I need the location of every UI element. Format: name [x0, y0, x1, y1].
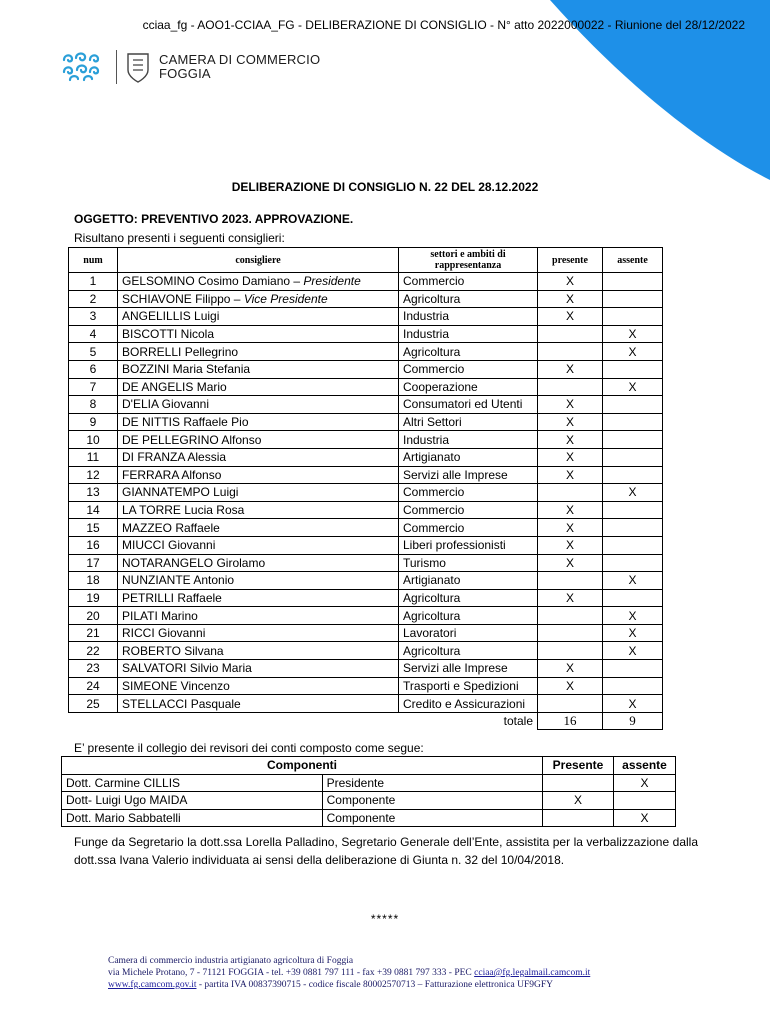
- member-present: X: [538, 308, 603, 326]
- table-row: [69, 466, 663, 484]
- pec-link[interactable]: cciaa@fg.legalmail.camcom.it: [474, 968, 591, 978]
- website-link[interactable]: www.fg.camcom.gov.it: [108, 980, 197, 990]
- member-num: 3: [69, 308, 118, 326]
- member-num: 1: [69, 273, 118, 291]
- member-present: X: [538, 396, 603, 414]
- member-absent: [603, 290, 663, 308]
- member-name-text: FERRARA Alfonso: [122, 467, 222, 482]
- auditor-absent: [614, 792, 676, 810]
- members-body: [69, 273, 663, 730]
- member-present: X: [538, 290, 603, 308]
- table-row: [69, 325, 663, 343]
- member-sector: Liberi professionisti: [399, 536, 538, 554]
- member-name: [118, 343, 399, 361]
- member-absent: [603, 554, 663, 572]
- member-num: 5: [69, 343, 118, 361]
- footer: [108, 955, 590, 991]
- member-name-text: ANGELILLIS Luigi: [122, 309, 220, 324]
- member-sector: Turismo: [399, 554, 538, 572]
- member-num: 2: [69, 290, 118, 308]
- member-absent: [603, 396, 663, 414]
- member-name: [118, 378, 399, 396]
- auditors-table: [61, 756, 676, 827]
- footer-line1: Camera di commercio industria artigianato agricoltura di Foggia: [108, 956, 354, 966]
- table-row: [69, 378, 663, 396]
- footer-address: via Michele Protano, 7 - 71121 FOGGIA - tel. +39 0881 797 111 - fax +39 0881 797 333 - PEC: [108, 968, 475, 978]
- member-absent: X: [603, 325, 663, 343]
- table-row: [69, 660, 663, 678]
- table-row: [69, 501, 663, 519]
- member-present: [538, 378, 603, 396]
- member-role: Presidente: [303, 274, 361, 289]
- member-sector: Artigianato: [399, 448, 538, 466]
- member-present: X: [538, 677, 603, 695]
- member-name-text: SIMEONE Vincenzo: [122, 678, 230, 693]
- member-present: X: [538, 536, 603, 554]
- member-name-text: GELSOMINO Cosimo Damiano –: [122, 274, 304, 289]
- member-sector: Commercio: [399, 501, 538, 519]
- table-row: [69, 448, 663, 466]
- member-absent: X: [603, 624, 663, 642]
- member-present: [538, 642, 603, 660]
- member-absent: [603, 501, 663, 519]
- member-name: [118, 624, 399, 642]
- logo-divider: [116, 50, 117, 84]
- member-num: 20: [69, 607, 118, 625]
- member-name-text: DE PELLEGRINO Alfonso: [122, 432, 262, 447]
- chamber-of-commerce-logo-icon: [60, 50, 108, 84]
- member-name: [118, 677, 399, 695]
- table-row: [62, 809, 676, 827]
- subject: OGGETTO: PREVENTIVO 2023. APPROVAZIONE.: [74, 212, 354, 226]
- member-name: [118, 290, 399, 308]
- member-name-text: LA TORRE Lucia Rosa: [122, 503, 245, 518]
- member-name: [118, 431, 399, 449]
- member-present: [538, 325, 603, 343]
- table-row: [69, 431, 663, 449]
- auditor-name: Dott- Luigi Ugo MAIDA: [62, 792, 323, 810]
- member-present: X: [538, 589, 603, 607]
- member-absent: X: [603, 484, 663, 502]
- member-present: X: [538, 501, 603, 519]
- member-absent: X: [603, 378, 663, 396]
- member-present: X: [538, 360, 603, 378]
- member-name-text: ROBERTO Silvana: [122, 643, 224, 658]
- table-row: [69, 290, 663, 308]
- table-row: [69, 589, 663, 607]
- member-sector: Altri Settori: [399, 413, 538, 431]
- member-sector: Commercio: [399, 273, 538, 291]
- member-name: [118, 273, 399, 291]
- member-num: 22: [69, 642, 118, 660]
- member-name: [118, 607, 399, 625]
- auditor-present: X: [543, 792, 614, 810]
- member-sector: Commercio: [399, 519, 538, 537]
- table-row: [69, 519, 663, 537]
- member-name-text: DI FRANZA Alessia: [122, 450, 227, 465]
- member-name-text: GIANNATEMPO Luigi: [122, 485, 239, 500]
- member-sector: Industria: [399, 431, 538, 449]
- member-present: X: [538, 466, 603, 484]
- logo-line1: CAMERA DI COMMERCIO: [159, 52, 321, 67]
- table-row: [69, 642, 663, 660]
- protocol-header: cciaa_fg - AOO1-CCIAA_FG - DELIBERAZIONE DI CONSIGLIO - N° atto 2022000022 - Riunione del 28/12/2022: [142, 18, 745, 32]
- auditor-role: Componente: [322, 792, 542, 810]
- secretary-paragraph: Funge da Segretario la dott.ssa Lorella Palladino, Segretario Generale dell’Ente, assistita per la verbalizzazione dalla dott.ssa Ivana Valerio individuata ai sensi della deliberazione di Giunta n. 32 del 10/04/2018.: [74, 835, 698, 867]
- total-row: [69, 712, 663, 730]
- member-present: X: [538, 413, 603, 431]
- auditor-present: [543, 809, 614, 827]
- auditor-name: Dott. Carmine CILLIS: [62, 774, 323, 792]
- member-absent: [603, 660, 663, 678]
- member-num: 11: [69, 448, 118, 466]
- member-name: [118, 448, 399, 466]
- table-row: [69, 624, 663, 642]
- member-absent: X: [603, 695, 663, 713]
- member-absent: [603, 677, 663, 695]
- table-row: [69, 360, 663, 378]
- member-absent: [603, 413, 663, 431]
- member-absent: [603, 431, 663, 449]
- logo-line2: FOGGIA: [159, 66, 211, 81]
- member-name-text: BISCOTTI Nicola: [122, 327, 215, 342]
- member-num: 24: [69, 677, 118, 695]
- member-name-text: RICCI Giovanni: [122, 626, 206, 641]
- col-num: num: [69, 248, 118, 273]
- member-name-text: PETRILLI Raffaele: [122, 590, 222, 605]
- member-present: [538, 624, 603, 642]
- auditor-absent: X: [614, 774, 676, 792]
- auditors-body: [62, 774, 676, 827]
- table-row: [69, 273, 663, 291]
- table-row: [69, 536, 663, 554]
- member-name: [118, 501, 399, 519]
- total-absent: 9: [603, 712, 663, 730]
- logo: [60, 50, 320, 84]
- auditors-intro: E’ presente il collegio dei revisori dei conti composto come segue:: [74, 741, 424, 755]
- auditor-role: Componente: [322, 809, 542, 827]
- member-name: [118, 519, 399, 537]
- member-absent: [603, 273, 663, 291]
- member-present: [538, 695, 603, 713]
- total-label: totale: [503, 714, 533, 729]
- col-sector: settori e ambiti di rappresentanza: [399, 248, 538, 273]
- member-num: 10: [69, 431, 118, 449]
- member-num: 17: [69, 554, 118, 572]
- member-sector: Commercio: [399, 484, 538, 502]
- col-rev-absent: assente: [614, 757, 676, 775]
- auditor-present: [543, 774, 614, 792]
- table-row: [69, 396, 663, 414]
- member-sector: Cooperazione: [399, 378, 538, 396]
- member-absent: [603, 589, 663, 607]
- document-title: DELIBERAZIONE DI CONSIGLIO N. 22 DEL 28.12.2022: [231, 180, 539, 194]
- member-sector: Agricoltura: [399, 642, 538, 660]
- member-num: 6: [69, 360, 118, 378]
- member-absent: [603, 519, 663, 537]
- member-name: [118, 589, 399, 607]
- member-name-text: NOTARANGELO Girolamo: [122, 555, 266, 570]
- member-num: 13: [69, 484, 118, 502]
- member-num: 14: [69, 501, 118, 519]
- member-name: [118, 413, 399, 431]
- member-sector: Commercio: [399, 360, 538, 378]
- member-name-text: DE NITTIS Raffaele Pio: [122, 415, 249, 430]
- member-name: [118, 642, 399, 660]
- table-row: [62, 774, 676, 792]
- member-num: 12: [69, 466, 118, 484]
- member-present: [538, 484, 603, 502]
- member-present: X: [538, 519, 603, 537]
- member-present: X: [538, 431, 603, 449]
- member-num: 18: [69, 572, 118, 590]
- col-rev-present: Presente: [543, 757, 614, 775]
- member-sector: Credito e Assicurazioni: [399, 695, 538, 713]
- member-name: [118, 396, 399, 414]
- member-name-text: SCHIAVONE Filippo –: [122, 291, 244, 306]
- member-name-text: BORRELLI Pellegrino: [122, 344, 239, 359]
- member-num: 4: [69, 325, 118, 343]
- table-row: [69, 695, 663, 713]
- member-absent: X: [603, 343, 663, 361]
- member-role: Vice Presidente: [243, 291, 328, 306]
- member-name: [118, 554, 399, 572]
- member-name-text: MAZZEO Raffaele: [122, 520, 220, 535]
- member-sector: Artigianato: [399, 572, 538, 590]
- member-sector: Industria: [399, 308, 538, 326]
- member-absent: [603, 536, 663, 554]
- table-row: [69, 677, 663, 695]
- member-name: [118, 695, 399, 713]
- members-table: [68, 247, 663, 730]
- member-name: [118, 308, 399, 326]
- table-row: [69, 572, 663, 590]
- member-name-text: DE ANGELIS Mario: [122, 379, 227, 394]
- member-num: 25: [69, 695, 118, 713]
- member-name-text: MIUCCI Giovanni: [122, 538, 216, 553]
- member-sector: Industria: [399, 325, 538, 343]
- member-num: 23: [69, 660, 118, 678]
- member-name-text: D'ELIA Giovanni: [122, 397, 210, 412]
- member-present: X: [538, 448, 603, 466]
- table-row: [69, 484, 663, 502]
- col-components: Componenti: [62, 757, 543, 775]
- col-present: presente: [538, 248, 603, 273]
- member-name: [118, 660, 399, 678]
- member-present: X: [538, 273, 603, 291]
- member-sector: Servizi alle Imprese: [399, 660, 538, 678]
- member-absent: X: [603, 572, 663, 590]
- member-absent: [603, 308, 663, 326]
- auditor-absent: X: [614, 809, 676, 827]
- member-absent: X: [603, 642, 663, 660]
- separator-stars: *****: [370, 912, 400, 926]
- total-present: 16: [538, 712, 603, 730]
- member-sector: Lavoratori: [399, 624, 538, 642]
- table-row: [69, 413, 663, 431]
- emblem-icon: [125, 50, 151, 84]
- member-name: [118, 325, 399, 343]
- member-absent: [603, 466, 663, 484]
- member-sector: Servizi alle Imprese: [399, 466, 538, 484]
- member-name: [118, 466, 399, 484]
- member-sector: Agricoltura: [399, 589, 538, 607]
- member-absent: X: [603, 607, 663, 625]
- member-name-text: SALVATORI Silvio Maria: [122, 661, 252, 676]
- member-name: [118, 536, 399, 554]
- table-row: [69, 343, 663, 361]
- member-sector: Agricoltura: [399, 607, 538, 625]
- footer-line2: [108, 967, 590, 979]
- member-absent: [603, 448, 663, 466]
- table-row: [69, 607, 663, 625]
- member-present: X: [538, 554, 603, 572]
- member-name-text: PILATI Marino: [122, 608, 198, 623]
- member-name: [118, 360, 399, 378]
- logo-text: [159, 53, 320, 81]
- member-name-text: BOZZINI Maria Stefania: [122, 362, 251, 377]
- total-spacer: [118, 712, 399, 730]
- footer-fiscal: - partita IVA 00837390715 - codice fiscale 80002570713 – Fatturazione elettronica UF9GFY: [196, 980, 553, 990]
- member-present: [538, 572, 603, 590]
- member-sector: Trasporti e Spedizioni: [399, 677, 538, 695]
- intro-text: Risultano presenti i seguenti consiglieri:: [74, 231, 285, 245]
- member-num: 7: [69, 378, 118, 396]
- table-row: [69, 554, 663, 572]
- member-num: 9: [69, 413, 118, 431]
- member-num: 8: [69, 396, 118, 414]
- col-name: consigliere: [118, 248, 399, 273]
- member-name: [118, 572, 399, 590]
- member-present: [538, 607, 603, 625]
- member-name: [118, 484, 399, 502]
- total-spacer: [69, 712, 118, 730]
- member-sector: Agricoltura: [399, 290, 538, 308]
- table-row: [62, 792, 676, 810]
- table-row: [69, 308, 663, 326]
- auditor-name: Dott. Mario Sabbatelli: [62, 809, 323, 827]
- member-present: X: [538, 660, 603, 678]
- auditor-role: Presidente: [322, 774, 542, 792]
- col-absent: assente: [603, 248, 663, 273]
- footer-line3: [108, 979, 590, 991]
- member-name-text: STELLACCI Pasquale: [122, 696, 241, 711]
- member-sector: Agricoltura: [399, 343, 538, 361]
- member-num: 16: [69, 536, 118, 554]
- member-sector: Consumatori ed Utenti: [399, 396, 538, 414]
- member-absent: [603, 360, 663, 378]
- member-name-text: NUNZIANTE Antonio: [122, 573, 235, 588]
- member-present: [538, 343, 603, 361]
- member-num: 19: [69, 589, 118, 607]
- member-num: 21: [69, 624, 118, 642]
- member-num: 15: [69, 519, 118, 537]
